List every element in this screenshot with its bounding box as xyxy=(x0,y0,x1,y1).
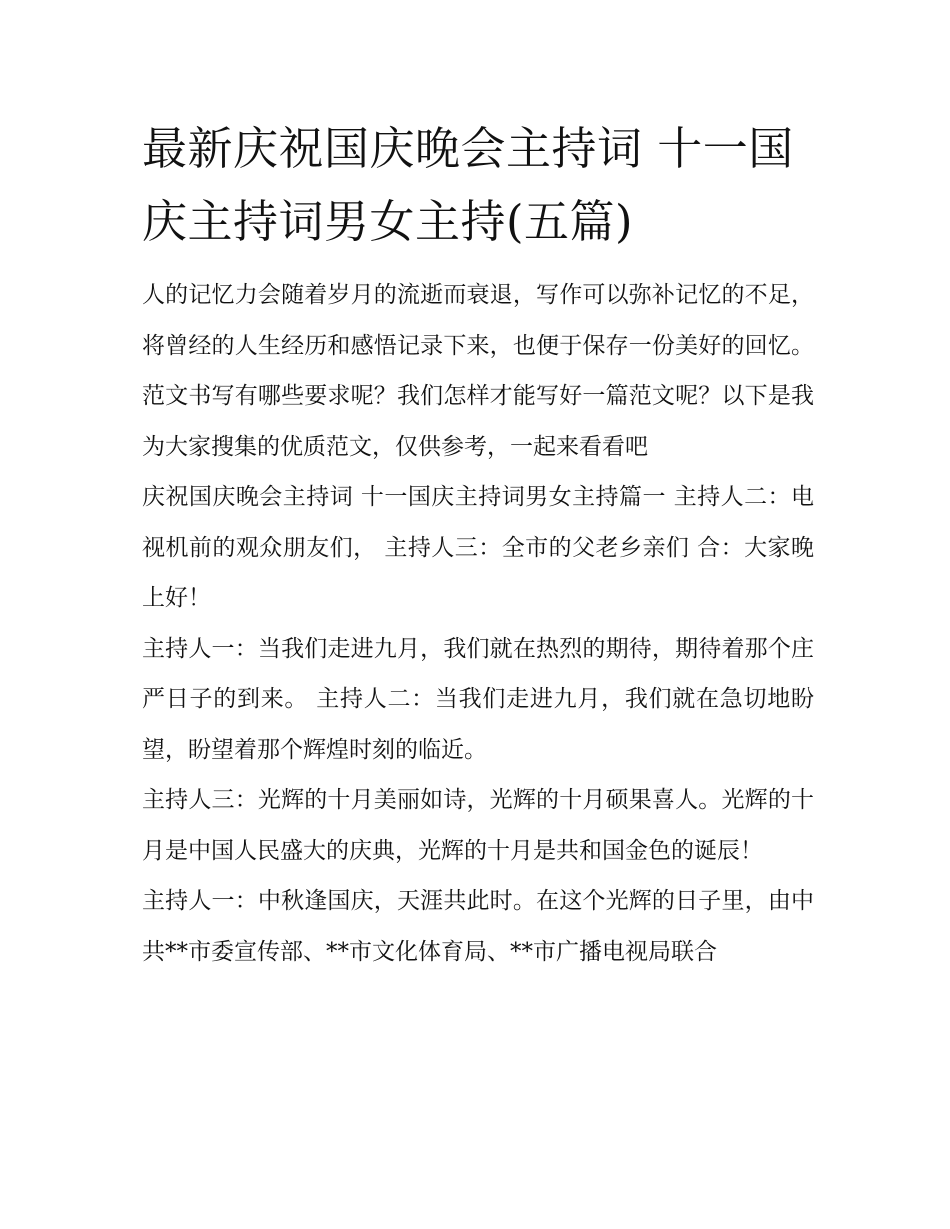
paragraph: 主持人一：当我们走进九月，我们就在热烈的期待，期待着那个庄严日子的到来。 主持人二：当我们走进九月，我们就在急切地盼望，盼望着那个辉煌时刻的临近。 xyxy=(142,635,814,763)
document-body xyxy=(142,270,814,977)
paragraph: 庆祝国庆晚会主持词 十一国庆主持词男女主持篇一 主持人二：电视机前的观众朋友们， 主持人三：全市的父老乡亲们 合：大家晚上好！ xyxy=(142,484,814,611)
document-title: 最新庆祝国庆晚会主持词 十一国庆主持词男女主持(五篇) xyxy=(142,122,794,248)
intro-paragraph: 人的记忆力会随着岁月的流逝而衰退，写作可以弥补记忆的不足，将曾经的人生经历和感悟记录下来，也便于保存一份美好的回忆。范文书写有哪些要求呢？我们怎样才能写好一篇范文呢？以下是我为大家搜集的优质范文，仅供参考，一起来看看吧 xyxy=(142,282,814,460)
paragraph: 主持人一：中秋逢国庆，天涯共此时。在这个光辉的日子里，由中共**市委宣传部、**市文化体育局、**市广播电视局联合 xyxy=(142,888,814,965)
document-page xyxy=(142,112,814,977)
paragraph: 主持人三：光辉的十月美丽如诗，光辉的十月硕果喜人。光辉的十月是中国人民盛大的庆典，光辉的十月是共和国金色的诞辰！ xyxy=(142,787,814,864)
